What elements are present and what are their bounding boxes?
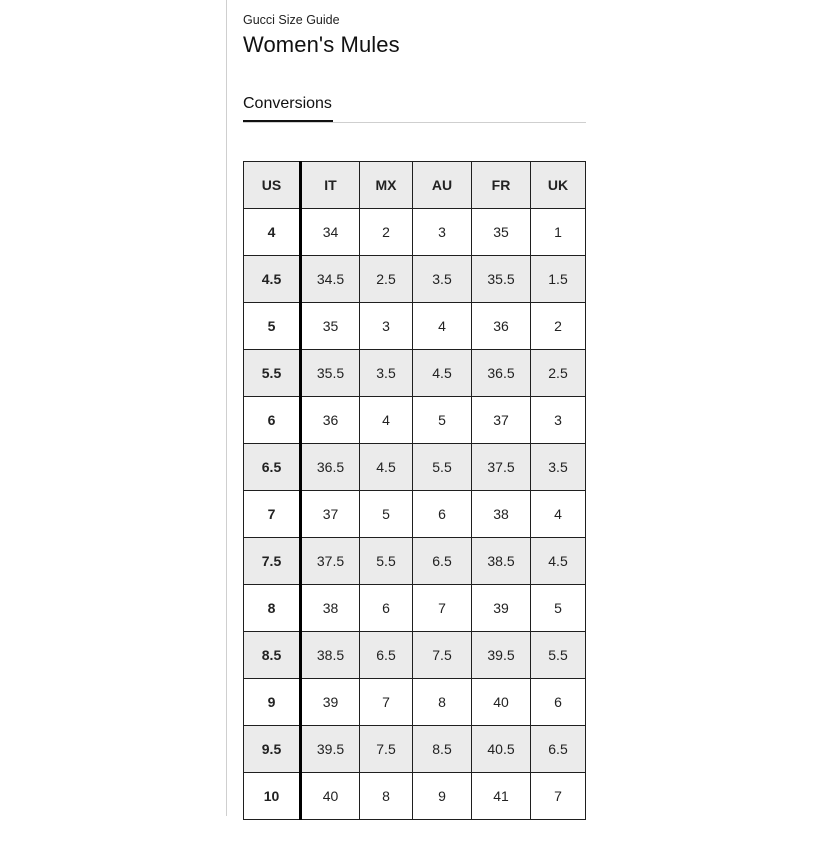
cell-au: 5 [413, 397, 472, 444]
cell-uk: 6.5 [531, 726, 586, 773]
column-header-us: US [244, 162, 301, 209]
table-row [244, 491, 586, 538]
cell-fr: 40.5 [472, 726, 531, 773]
cell-fr: 40 [472, 679, 531, 726]
cell-au: 7.5 [413, 632, 472, 679]
cell-fr: 36 [472, 303, 531, 350]
cell-uk: 3.5 [531, 444, 586, 491]
table-row [244, 303, 586, 350]
cell-uk: 3 [531, 397, 586, 444]
cell-fr: 39 [472, 585, 531, 632]
cell-us: 9 [244, 679, 301, 726]
table-row [244, 773, 586, 820]
cell-au: 8 [413, 679, 472, 726]
cell-us: 10 [244, 773, 301, 820]
cell-it: 37 [301, 491, 360, 538]
cell-uk: 2 [531, 303, 586, 350]
column-header-uk: UK [531, 162, 586, 209]
cell-uk: 1 [531, 209, 586, 256]
cell-uk: 1.5 [531, 256, 586, 303]
cell-au: 3.5 [413, 256, 472, 303]
cell-us: 8.5 [244, 632, 301, 679]
cell-mx: 2.5 [360, 256, 413, 303]
cell-it: 34.5 [301, 256, 360, 303]
cell-it: 36.5 [301, 444, 360, 491]
cell-uk: 4 [531, 491, 586, 538]
cell-mx: 4 [360, 397, 413, 444]
table-row [244, 209, 586, 256]
tab-conversions[interactable]: Conversions [243, 95, 333, 122]
cell-it: 35 [301, 303, 360, 350]
conversion-table [243, 161, 586, 820]
cell-it: 38 [301, 585, 360, 632]
cell-it: 38.5 [301, 632, 360, 679]
cell-us: 5.5 [244, 350, 301, 397]
cell-us: 6.5 [244, 444, 301, 491]
cell-us: 7.5 [244, 538, 301, 585]
table-row [244, 726, 586, 773]
cell-us: 4.5 [244, 256, 301, 303]
cell-mx: 6.5 [360, 632, 413, 679]
cell-uk: 5.5 [531, 632, 586, 679]
cell-fr: 36.5 [472, 350, 531, 397]
table-row [244, 538, 586, 585]
cell-us: 9.5 [244, 726, 301, 773]
tab-bar [243, 95, 586, 123]
cell-fr: 41 [472, 773, 531, 820]
table-row [244, 585, 586, 632]
table-row [244, 632, 586, 679]
cell-us: 5 [244, 303, 301, 350]
cell-it: 35.5 [301, 350, 360, 397]
cell-au: 4.5 [413, 350, 472, 397]
table-row [244, 397, 586, 444]
cell-au: 5.5 [413, 444, 472, 491]
cell-uk: 5 [531, 585, 586, 632]
column-header-fr: FR [472, 162, 531, 209]
cell-it: 40 [301, 773, 360, 820]
cell-fr: 35 [472, 209, 531, 256]
page-title: Women's Mules [243, 32, 400, 57]
cell-au: 7 [413, 585, 472, 632]
cell-au: 4 [413, 303, 472, 350]
conversion-table-container [243, 161, 586, 861]
cell-uk: 4.5 [531, 538, 586, 585]
cell-us: 6 [244, 397, 301, 444]
cell-it: 37.5 [301, 538, 360, 585]
cell-us: 4 [244, 209, 301, 256]
cell-au: 6 [413, 491, 472, 538]
cell-us: 7 [244, 491, 301, 538]
cell-it: 34 [301, 209, 360, 256]
cell-fr: 39.5 [472, 632, 531, 679]
cell-fr: 37 [472, 397, 531, 444]
cell-mx: 3.5 [360, 350, 413, 397]
cell-mx: 7.5 [360, 726, 413, 773]
cell-fr: 38.5 [472, 538, 531, 585]
cell-it: 39.5 [301, 726, 360, 773]
table-row [244, 444, 586, 491]
cell-mx: 3 [360, 303, 413, 350]
cell-au: 8.5 [413, 726, 472, 773]
cell-mx: 6 [360, 585, 413, 632]
table-row [244, 679, 586, 726]
cell-fr: 38 [472, 491, 531, 538]
cell-mx: 7 [360, 679, 413, 726]
cell-au: 3 [413, 209, 472, 256]
cell-uk: 7 [531, 773, 586, 820]
cell-mx: 2 [360, 209, 413, 256]
cell-fr: 37.5 [472, 444, 531, 491]
column-header-au: AU [413, 162, 472, 209]
cell-au: 9 [413, 773, 472, 820]
cell-it: 39 [301, 679, 360, 726]
table-header-row [244, 162, 586, 209]
cell-it: 36 [301, 397, 360, 444]
cell-au: 6.5 [413, 538, 472, 585]
brand-label: Gucci Size Guide [243, 13, 340, 27]
cell-mx: 5 [360, 491, 413, 538]
panel-divider [226, 0, 227, 816]
cell-mx: 4.5 [360, 444, 413, 491]
table-row [244, 256, 586, 303]
cell-us: 8 [244, 585, 301, 632]
column-header-it: IT [301, 162, 360, 209]
cell-uk: 2.5 [531, 350, 586, 397]
cell-mx: 8 [360, 773, 413, 820]
column-header-mx: MX [360, 162, 413, 209]
cell-mx: 5.5 [360, 538, 413, 585]
table-row [244, 350, 586, 397]
cell-uk: 6 [531, 679, 586, 726]
cell-fr: 35.5 [472, 256, 531, 303]
